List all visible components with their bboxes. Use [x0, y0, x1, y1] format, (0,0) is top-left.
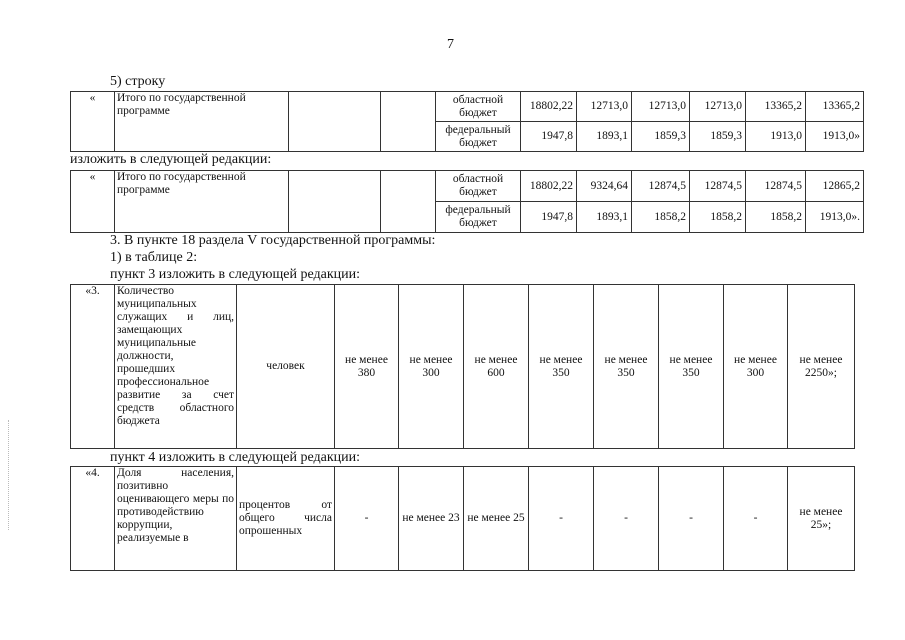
- value-cell: -: [659, 467, 724, 571]
- indicator-name: Количество муниципальных служащих и лиц, замещающих муниципальные должности, прошедших профессиональное развитие за счет средств областного бюджета: [115, 285, 237, 449]
- empty-cell: [289, 171, 381, 233]
- budget-table-original: [70, 91, 864, 152]
- unit-cell: процентов от общего числа опрошенных: [237, 467, 335, 571]
- value-cell: не менее 2250»;: [788, 285, 855, 449]
- row-number: «4.: [71, 467, 115, 571]
- value-cell: 12874,5: [690, 171, 746, 202]
- value-cell: 9324,64: [577, 171, 632, 202]
- row-name: Итого по государственной программе: [115, 92, 289, 152]
- section-heading-row-5: 5) строку: [110, 74, 166, 89]
- value-cell: не менее 350: [594, 285, 659, 449]
- value-cell: 1893,1: [577, 122, 632, 152]
- unit-cell: человек: [237, 285, 335, 449]
- value-cell: не менее 350: [529, 285, 594, 449]
- value-cell: 1913,0: [746, 122, 806, 152]
- point-4-heading: пункт 4 изложить в следующей редакции:: [110, 450, 360, 465]
- point-3-heading: пункт 3 изложить в следующей редакции:: [110, 267, 360, 282]
- value-cell: 1893,1: [577, 202, 632, 233]
- value-cell: не менее 25»;: [788, 467, 855, 571]
- value-cell: -: [724, 467, 788, 571]
- value-cell: 13365,2: [806, 92, 864, 122]
- value-cell: не менее 600: [464, 285, 529, 449]
- value-cell: 13365,2: [746, 92, 806, 122]
- value-cell: -: [335, 467, 399, 571]
- value-cell: 1913,0»: [806, 122, 864, 152]
- value-cell: 1859,3: [690, 122, 746, 152]
- page-number: 7: [447, 37, 454, 52]
- value-cell: 1858,2: [632, 202, 690, 233]
- value-cell: не менее 300: [399, 285, 464, 449]
- budget-source: областной бюджет: [436, 171, 521, 202]
- value-cell: не менее 300: [724, 285, 788, 449]
- indicator-table-point-4: [70, 466, 855, 571]
- value-cell: не менее 380: [335, 285, 399, 449]
- budget-table-new: [70, 170, 864, 233]
- value-cell: 1858,2: [746, 202, 806, 233]
- value-cell: 12713,0: [690, 92, 746, 122]
- scan-margin-mark: [8, 420, 10, 530]
- row-number: «3.: [71, 285, 115, 449]
- row-name: Итого по государственной программе: [115, 171, 289, 233]
- empty-cell: [381, 92, 436, 152]
- quote-mark: «: [71, 171, 115, 233]
- indicator-table-point-3: [70, 284, 855, 449]
- budget-source: областной бюджет: [436, 92, 521, 122]
- indicator-name: Доля населения, позитивно оценивающего меры по противодействию коррупции, реализуемые в: [115, 467, 237, 571]
- value-cell: 1859,3: [632, 122, 690, 152]
- value-cell: 12874,5: [746, 171, 806, 202]
- budget-source: федеральный бюджет: [436, 202, 521, 233]
- table-2-heading: 1) в таблице 2:: [110, 250, 198, 265]
- value-cell: не менее 25: [464, 467, 529, 571]
- value-cell: 12874,5: [632, 171, 690, 202]
- value-cell: не менее 350: [659, 285, 724, 449]
- value-cell: -: [594, 467, 659, 571]
- budget-source: федеральный бюджет: [436, 122, 521, 152]
- value-cell: 1913,0».: [806, 202, 864, 233]
- value-cell: 18802,22: [521, 171, 577, 202]
- value-cell: 12713,0: [632, 92, 690, 122]
- value-cell: 12713,0: [577, 92, 632, 122]
- value-cell: 1947,8: [521, 202, 577, 233]
- empty-cell: [289, 92, 381, 152]
- empty-cell: [381, 171, 436, 233]
- item-3-heading: 3. В пункте 18 раздела V государственной программы:: [110, 233, 436, 248]
- new-edition-label: изложить в следующей редакции:: [70, 152, 272, 167]
- value-cell: 12865,2: [806, 171, 864, 202]
- value-cell: -: [529, 467, 594, 571]
- value-cell: 1947,8: [521, 122, 577, 152]
- value-cell: 1858,2: [690, 202, 746, 233]
- quote-mark: «: [71, 92, 115, 152]
- value-cell: 18802,22: [521, 92, 577, 122]
- value-cell: не менее 23: [399, 467, 464, 571]
